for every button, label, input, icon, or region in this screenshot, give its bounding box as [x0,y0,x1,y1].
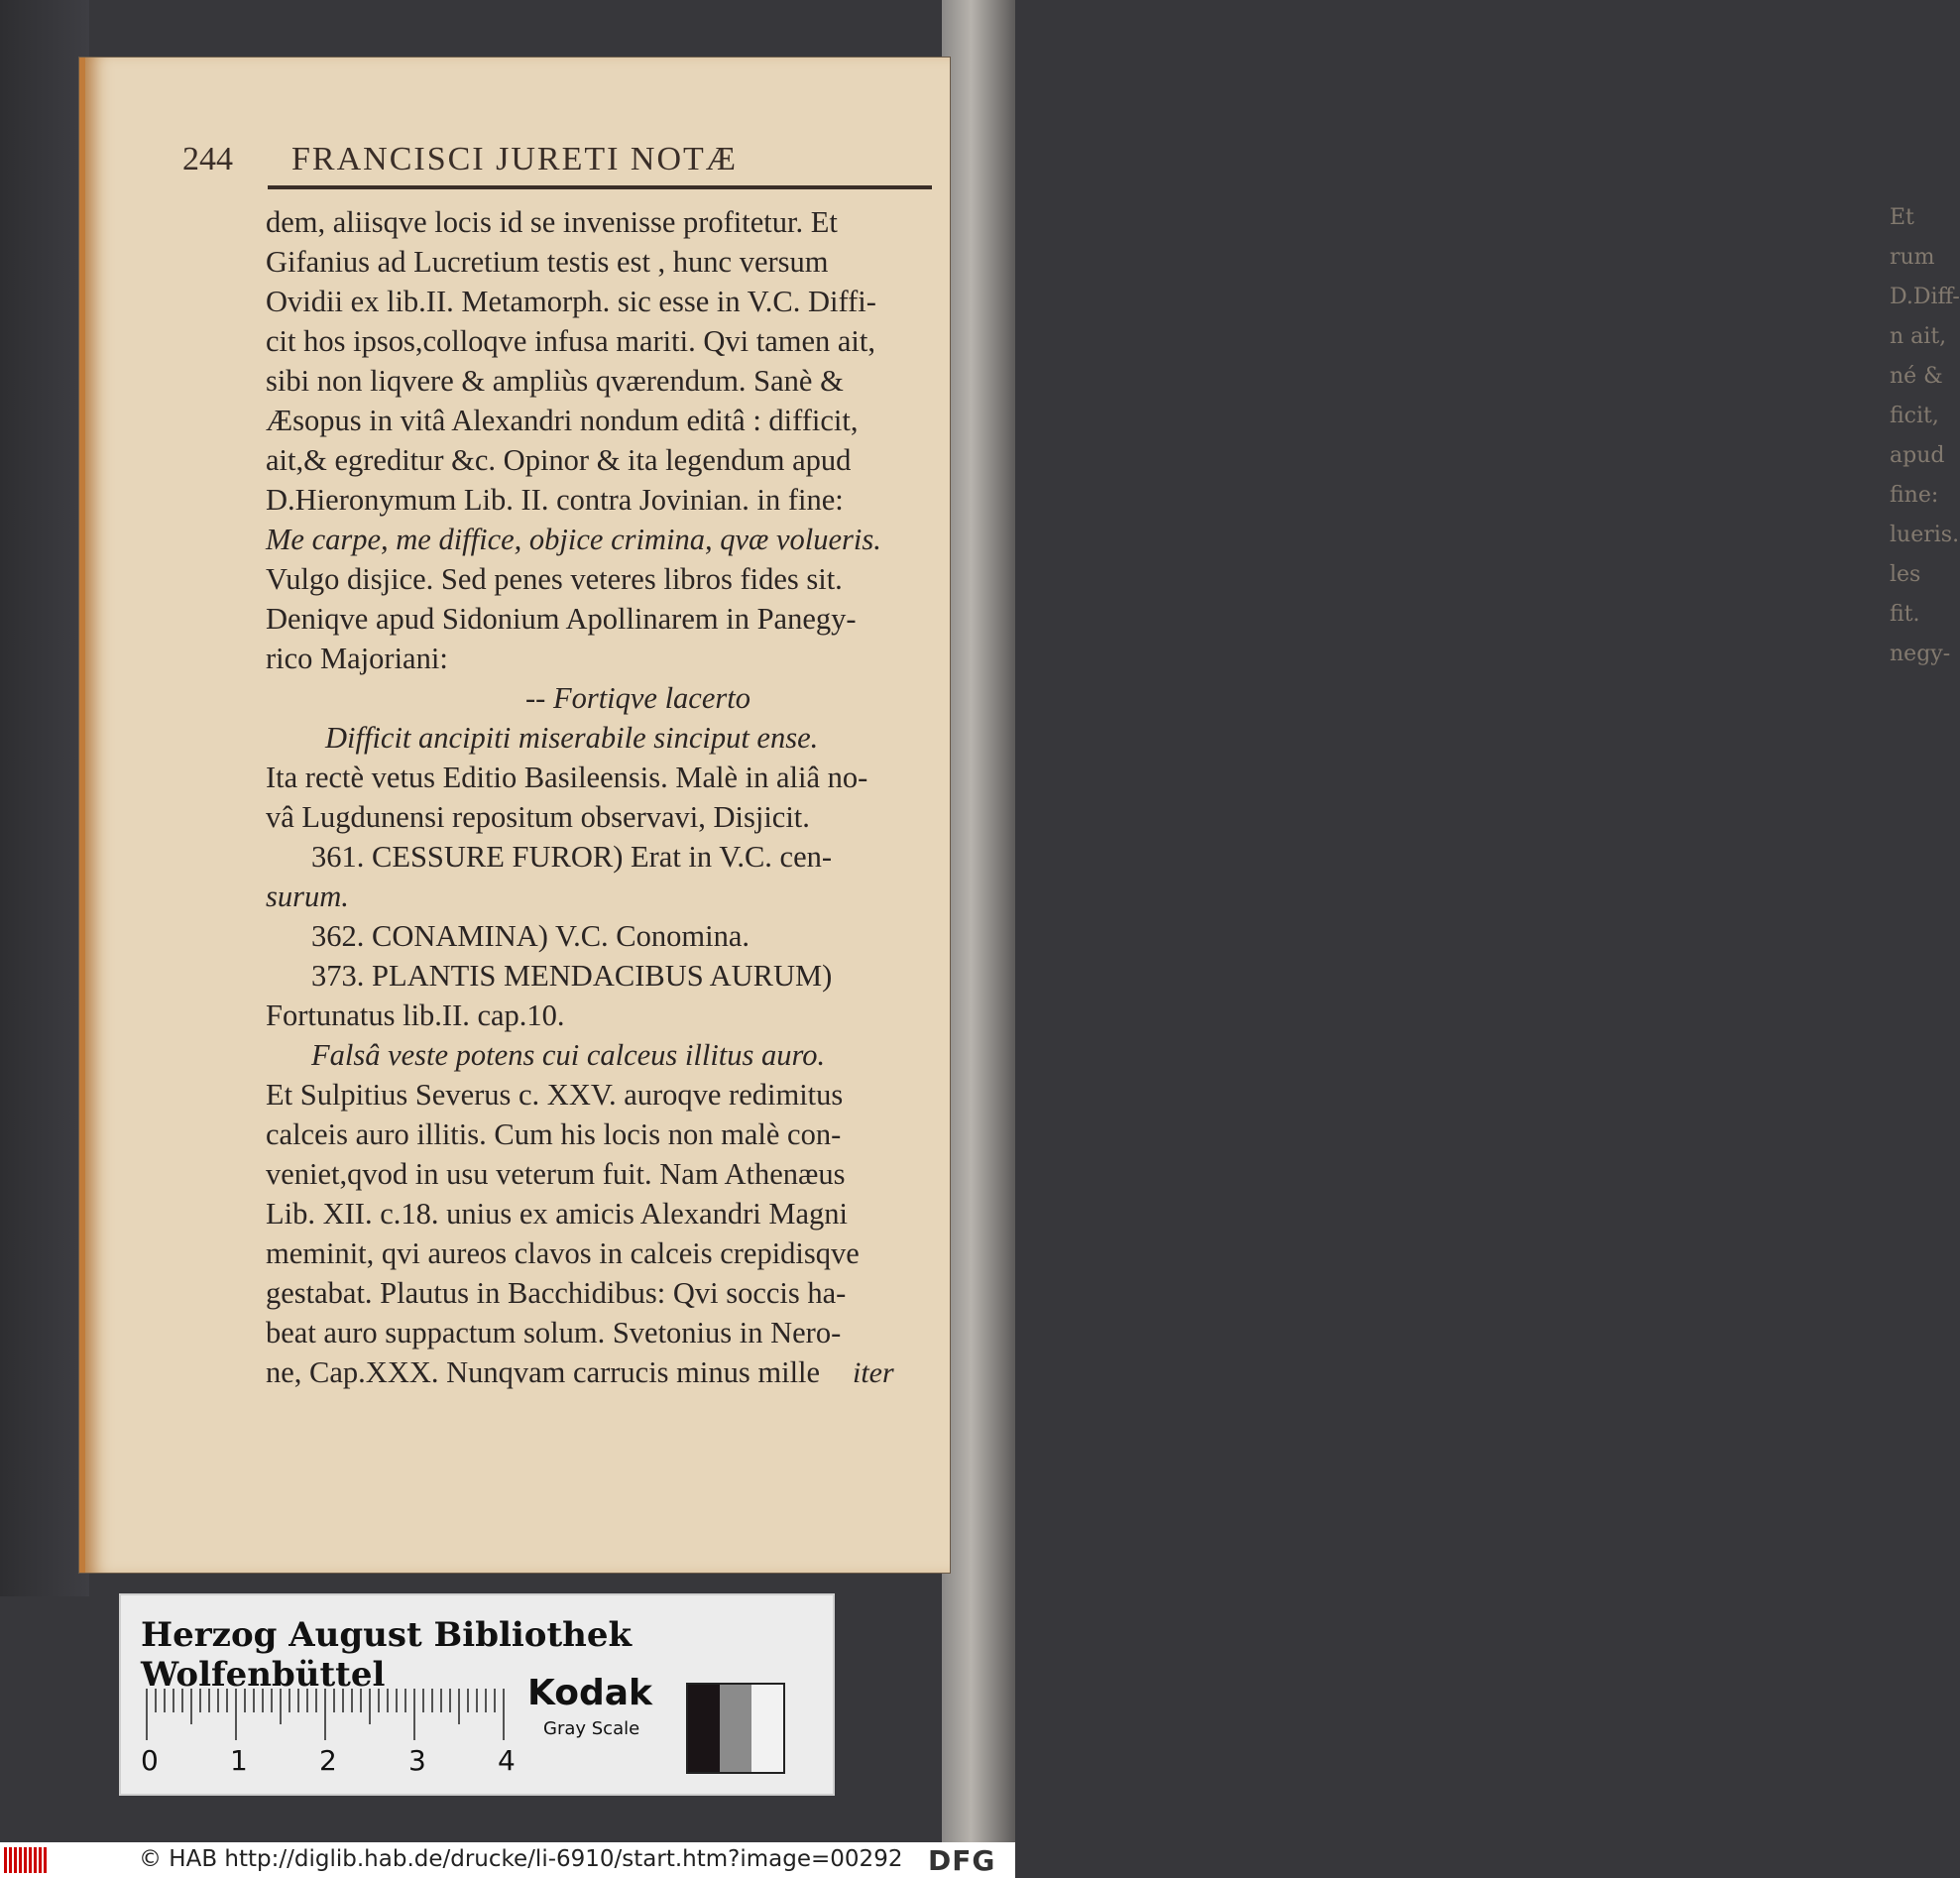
catchword: iter [853,1356,894,1389]
text-line: Deniqve apud Sidonium Apollinarem in Panegy- [266,602,857,636]
gray-scale-label: Gray Scale [543,1718,640,1739]
next-page-fragment: rum [1890,245,1935,270]
text-line: Lib. XII. c.18. unius ex amicis Alexandri Magni [266,1197,849,1231]
text-line: sibi non liqvere & ampliùs qværendum. Sanè & [266,364,844,398]
text-line: veniet,qvod in usu veterum fuit. Nam Athenæus [266,1157,846,1191]
note-373: 373. PLANTIS MENDACIBUS AURUM) [311,959,833,993]
page-number: 244 [182,141,233,177]
next-page-fragment: lueris. [1890,523,1960,547]
text-line: Fortunatus lib.II. cap.10. [266,998,565,1032]
swatch-mid [720,1685,751,1772]
header-rule [268,185,932,189]
ruler-number: 2 [319,1744,337,1777]
text-line: cit hos ipsos,colloqve infusa mariti. Qvi tamen ait, [266,324,875,358]
note-361: 361. CESSURE FUROR) Erat in V.C. cen- [311,840,833,874]
note-362: 362. CONAMINA) V.C. Conomina. [311,919,749,953]
ruler-number: 4 [498,1744,516,1777]
text-line: beat auro suppactum solum. Svetonius in Nero- [266,1316,842,1350]
verse-line: -- Fortiqve lacerto [525,681,750,715]
swatch-dark [688,1685,720,1772]
text-line: Ita rectè vetus Editio Basileensis. Malè in aliâ no- [266,761,868,794]
text-line: vâ Lugdunensi repositum observavi, Disjicit. [266,800,810,834]
scan-background-left [0,0,89,1596]
text-line: ne, Cap.XXX. Nunqvam carrucis minus mille [266,1355,821,1389]
ruler-number: 1 [230,1744,248,1777]
text-line: dem, aliisqve locis id se invenisse profitetur. Et [266,205,838,239]
next-page-fragment: negy- [1890,642,1951,666]
text-line: Æsopus in vitâ Alexandri nondum editâ : difficit, [266,404,859,437]
footer-bar [0,1842,1015,1878]
text-line: Vulgo disjice. Sed penes veteres libros fides sit. [266,562,843,596]
page-text [266,202,936,1392]
footer-copyright-link[interactable]: © HAB http://diglib.hab.de/drucke/li-6910/start.htm?image=00292 [139,1846,903,1872]
next-page-edge [942,0,1960,1844]
text-line: ait,& egreditur &c. Opinor & ita legendum apud [266,443,852,477]
next-page-fragment: n ait, [1890,324,1947,349]
text-line: rico Majoriani: [266,642,448,675]
hab-logo-icon [4,1847,48,1873]
page-header [182,141,936,180]
verse-line: Falsâ veste potens cui calceus illitus auro. [311,1038,826,1072]
text-line: D.Hieronymum Lib. II. contra Jovinian. in fine: [266,483,844,517]
next-page-fragment: apud [1890,443,1945,468]
text-line: meminit, qvi aureos clavos in calceis crepidisqve [266,1236,860,1270]
text-line: Me carpe, me diffice, objice crimina, qvæ volueris. [266,523,881,556]
next-page-fragments [1890,198,1960,1388]
text-line: surum. [266,880,349,913]
next-page-fragment: Et [1890,205,1914,230]
next-page-fragment: D.Diff- [1890,285,1960,309]
library-name: Herzog August Bibliothek Wolfenbüttel [141,1615,633,1695]
next-page-fragment: fine: [1890,483,1939,508]
ruler-number: 0 [141,1744,159,1777]
color-calibration-card [119,1593,835,1796]
next-page-fragment: les fit. [1890,562,1921,627]
ruler-numbers [139,1744,555,1784]
kodak-logo: Kodak [527,1673,652,1713]
gray-swatches [686,1683,785,1774]
dfg-logo: DFG [928,1844,996,1877]
next-page-fragment: ficit, [1890,404,1939,428]
text-line: Gifanius ad Lucretium testis est , hunc versum [266,245,829,279]
verse-line: Difficit ancipiti miserabile sinciput ense. [325,721,819,755]
ruler-scale [143,1689,539,1740]
text-line: Ovidii ex lib.II. Metamorph. sic esse in V.C. Diffi- [266,285,876,318]
text-line: Et Sulpitius Severus c. XXV. auroqve redimitus [266,1078,844,1112]
swatch-light [751,1685,783,1772]
running-title: FRANCISCI JURETI NOTÆ [291,141,739,177]
text-line: gestabat. Plautus in Bacchidibus: Qvi soccis ha- [266,1276,847,1310]
text-line: calceis auro illitis. Cum his locis non malè con- [266,1117,842,1151]
ruler-number: 3 [408,1744,426,1777]
next-page-fragment: né & [1890,364,1943,389]
